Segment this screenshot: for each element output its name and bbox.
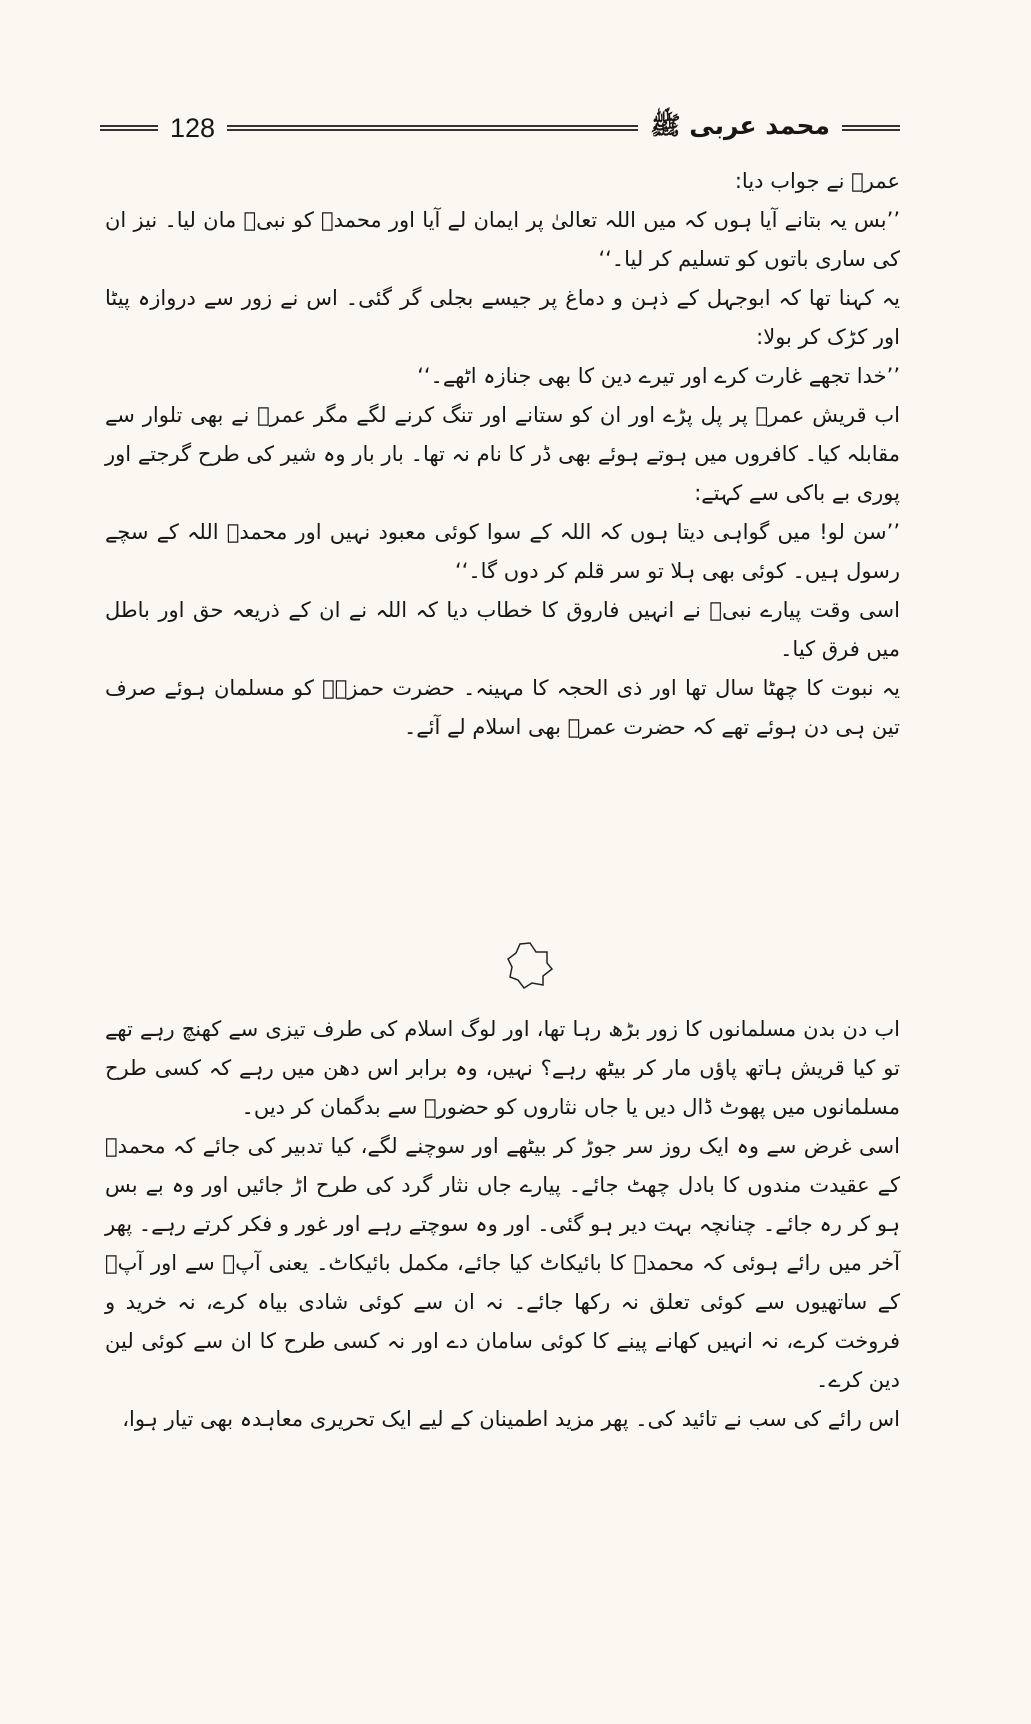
paragraph: اسی غرض سے وہ ایک روز سر جوڑ کر بیٹھے اور سوچنے لگے، کیا تدبیر کی جائے کہ محمدؐ کے عقیدت مندوں کا بادل چھٹ جائے۔ پیارے جاں نثار گرد کی طرح اڑ جائیں اور وہ بے بس ہو کر رہ جائے۔ چنانچہ بہت دیر ہو گئی۔ اور وہ سوچتے رہے اور غور و فکر کرتے رہے۔ پھر آخر میں رائے ہوئی کہ محمدؐ کا بائیکاٹ کیا جائے، مکمل بائیکاٹ۔ یعنی آپؐ سے اور آپؐ کے ساتھیوں سے کوئی تعلق نہ رکھا جائے۔ نہ ان سے کوئی شادی بیاہ کرے، نہ خرید و فروخت کرے، نہ انہیں کھانے پینے کا کوئی سامان دے اور نہ کسی طرح کا ان سے کوئی لین دین کرے۔ <box>105 1134 900 1392</box>
running-title: محمد عربی ﷺ <box>650 110 830 140</box>
header-rule-left <box>100 125 158 131</box>
header-rule-right <box>842 125 900 131</box>
quote-paragraph: ’’خدا تجھے غارت کرے اور تیرے دین کا بھی جنازہ اٹھے۔‘‘ <box>417 364 900 388</box>
star-ornament-icon <box>505 940 555 990</box>
paragraph: یہ کہنا تھا کہ ابوجہل کے ذہن و دماغ پر جیسے بجلی گر گئی۔ اس نے زور سے دروازہ پیٹا اور کڑک کر بولا: <box>105 286 900 349</box>
paragraph: اب دن بدن مسلمانوں کا زور بڑھ رہا تھا، اور لوگ اسلام کی طرف تیزی سے کھنچ رہے تھے تو کیا قریش ہاتھ پاؤں مار کر بیٹھ رہے؟ نہیں، وہ برابر اس دھن میں رہے کہ کسی طرح مسلمانوں میں پھوٹ ڈال دیں یا جاں نثاروں کو حضورؐ سے بدگمان کر دیں۔ <box>105 1017 900 1119</box>
paragraph: عمرؓ نے جواب دیا: <box>734 169 900 193</box>
quote-paragraph: ’’بس یہ بتانے آیا ہوں کہ میں اللہ تعالیٰ پر ایمان لے آیا اور محمدؐ کو نبیؐ مان لیا۔ نیز ان کی ساری باتوں کو تسلیم کر لیا۔‘‘ <box>105 208 900 271</box>
paragraph: اس رائے کی سب نے تائید کی۔ پھر مزید اطمینان کے لیے ایک تحریری معاہدہ بھی تیار ہوا، <box>122 1407 900 1431</box>
paragraph: اب قریش عمرؓ پر پل پڑے اور ان کو ستانے اور تنگ کرنے لگے مگر عمرؓ نے بھی تلوار سے مقابلہ کیا۔ کافروں میں ہوتے ہوئے بھی ڈر کا نام نہ تھا۔ بار بار وہ شیر کی طرح گرجتے اور پوری بے باکی سے کہتے: <box>105 403 900 505</box>
quote-paragraph: ’’سن لو! میں گواہی دیتا ہوں کہ اللہ کے سوا کوئی معبود نہیں اور محمدؐ اللہ کے سچے رسول ہیں۔ کوئی بھی ہلا تو سر قلم کر دوں گا۔‘‘ <box>105 520 900 583</box>
page-header <box>100 108 900 148</box>
page-number: 128 <box>170 112 216 143</box>
section-two <box>105 1010 900 1439</box>
paragraph: اسی وقت پیارے نبیؐ نے انہیں فاروق کا خطاب دیا کہ اللہ نے ان کے ذریعہ حق اور باطل میں فرق کیا۔ <box>105 598 900 661</box>
header-rule-middle <box>227 125 638 131</box>
paragraph: یہ نبوت کا چھٹا سال تھا اور ذی الحجہ کا مہینہ۔ حضرت حمزہؓ کو مسلمان ہوئے صرف تین ہی دن ہوئے تھے کہ حضرت عمرؓ بھی اسلام لے آئے۔ <box>105 676 900 739</box>
section-one <box>105 162 900 747</box>
